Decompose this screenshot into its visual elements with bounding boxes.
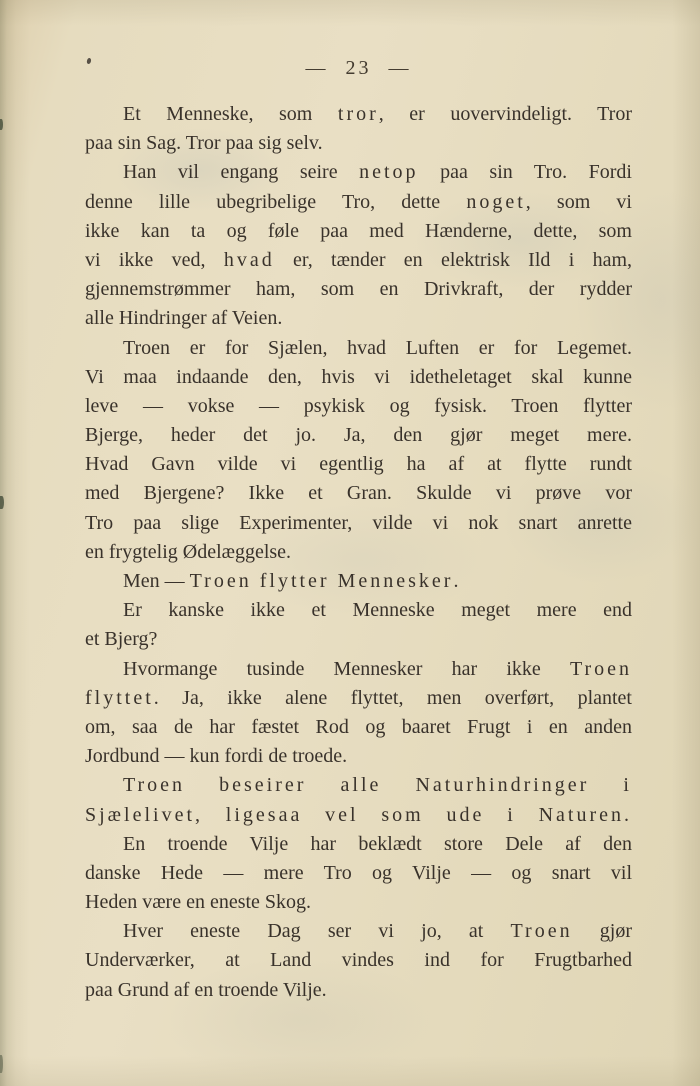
binding-edge-mark <box>0 496 4 509</box>
text-line <box>85 129 632 158</box>
text-run: . Ja, ikke alene flyttet, men overført, plantet <box>153 686 632 709</box>
text-run: Underværker, at Land vindes ind for Frugtbarhed <box>85 949 632 972</box>
text-line <box>85 596 632 625</box>
text-run: vi ikke ved, <box>85 248 224 271</box>
text-line <box>85 801 632 830</box>
text-run: gjennemstrømmer ham, som en Drivkraft, der rydder <box>85 278 632 301</box>
text-run: danske Hede — mere Tro og Vilje — og snart vil <box>85 861 632 884</box>
text-line <box>85 275 632 304</box>
text-run: denne lille ubegribelige Tro, dette <box>85 190 467 213</box>
text-line <box>85 217 632 246</box>
text-run: Han vil engang seire <box>123 161 360 184</box>
text-line <box>85 771 632 800</box>
text-line <box>85 334 632 363</box>
emphasized-text-run: flyttet <box>85 686 154 709</box>
text-run: paa sin Tro. Fordi <box>418 161 632 184</box>
text-line <box>85 509 632 538</box>
text-line <box>85 304 632 333</box>
emphasized-text-run: noget <box>466 190 526 213</box>
text-run: med Bjergene? Ikke et Gran. Skulde vi prøve vor <box>85 482 632 505</box>
text-run: en frygtelig Ødelæggelse. <box>85 540 292 563</box>
text-run: Men — <box>123 570 190 592</box>
text-run: gjør <box>572 920 633 943</box>
text-line <box>85 888 632 917</box>
text-line <box>85 830 632 859</box>
emphasized-text-run: Sjælelivet, ligesaa vel som ude i Naturen. <box>85 803 632 826</box>
text-line <box>85 713 632 742</box>
text-run: Vi maa indaande den, hvis vi idetheletaget skal kunne <box>85 365 632 388</box>
text-run: Hvormange tusinde Mennesker har ikke <box>123 657 570 680</box>
text-run: Hver eneste Dag ser vi jo, at <box>123 920 511 943</box>
emphasized-text-run: Troen beseirer alle Naturhindringer i <box>123 774 632 797</box>
text-line <box>85 479 632 508</box>
text-line <box>85 684 632 713</box>
text-run: alle Hindringer af Veien. <box>85 307 283 330</box>
text-run: er, tænder en elektrisk Ild i ham, <box>274 248 633 271</box>
text-run: ikke kan ta og føle paa med Hænderne, dette, som <box>85 219 632 242</box>
text-line <box>85 742 632 771</box>
text-line <box>85 567 632 596</box>
text-run: Troen er for Sjælen, hvad Luften er for Legemet. <box>123 336 632 359</box>
text-run: paa Grund af en troende Vilje. <box>85 978 327 1001</box>
text-line <box>85 625 632 654</box>
text-line <box>85 538 632 567</box>
text-run: , som vi <box>525 190 632 213</box>
text-run: . <box>453 570 459 592</box>
text-line <box>85 100 632 129</box>
binding-edge-mark <box>0 1055 3 1073</box>
emphasized-text-run: Troen <box>569 657 632 680</box>
text-run: Tro paa slige Experimenter, vilde vi nok snart anrette <box>85 511 632 534</box>
text-run: paa sin Sag. Tror paa sig selv. <box>85 132 323 155</box>
text-run: Bjerge, heder det jo. Ja, den gjør meget mere. <box>85 424 632 447</box>
text-line <box>85 421 632 450</box>
text-line <box>85 450 632 479</box>
text-line <box>85 392 632 421</box>
text-run: om, saa de har fæstet Rod og baaret Frugt i en anden <box>85 715 632 738</box>
page-number: — 23 — <box>305 57 412 79</box>
text-run: Er kanske ikke et Menneske meget mere end <box>123 599 632 622</box>
text-run: Hvad Gavn vilde vi egentlig ha af at flytte rundt <box>85 453 632 476</box>
text-line <box>85 363 632 392</box>
text-run: et Bjerg? <box>85 628 158 651</box>
text-line <box>85 917 632 946</box>
emphasized-text-run: Troen flytter Mennesker <box>189 570 454 592</box>
text-line <box>85 655 632 684</box>
text-run: Et Menneske, som <box>123 103 338 125</box>
text-line <box>85 246 632 275</box>
emphasized-text-run: hvad <box>223 248 275 271</box>
text-line <box>85 158 632 187</box>
text-run: Heden være en eneste Skog. <box>85 891 312 914</box>
text-run: leve — vokse — psykisk og fysisk. Troen flytter <box>85 394 632 417</box>
emphasized-text-run: Troen <box>510 920 573 943</box>
text-line <box>85 859 632 888</box>
text-line <box>85 946 632 975</box>
text-run: En troende Vilje har beklædt store Dele af den <box>123 832 632 855</box>
text-line <box>85 976 632 1005</box>
text-run: Jordbund — kun fordi de troede. <box>85 745 348 768</box>
text-block <box>85 100 632 1005</box>
binding-edge-mark <box>0 119 3 130</box>
emphasized-text-run: netop <box>359 161 419 184</box>
text-run: , er uovervindeligt. Tror <box>378 103 633 125</box>
emphasized-text-run: tror <box>337 103 379 125</box>
text-line <box>85 188 632 217</box>
